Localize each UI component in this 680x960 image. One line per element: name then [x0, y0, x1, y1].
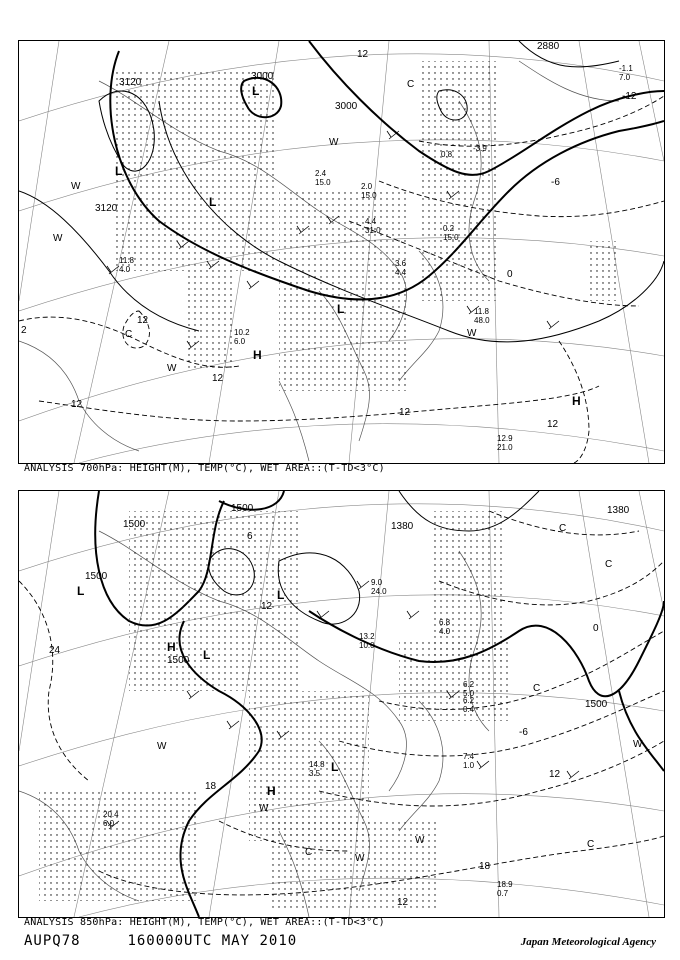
warm-label: W	[53, 233, 63, 244]
chart-code: AUPQ78	[24, 933, 81, 949]
cold-center: C	[533, 683, 541, 694]
height-label: 3120	[95, 203, 118, 214]
height-label: 1500	[231, 503, 254, 514]
chart-identifier	[24, 933, 297, 949]
obs-value: 14.8	[309, 760, 325, 769]
obs-value: 15.0	[443, 233, 459, 242]
obs-value: 7.0	[619, 73, 631, 82]
valid-datetime: 160000UTC MAY 2010	[127, 933, 298, 949]
obs-value: 6.2	[463, 680, 475, 689]
cold-center: C	[407, 79, 415, 90]
obs-value: 0.4	[463, 705, 475, 714]
height-label: 3120	[119, 77, 142, 88]
temp-label: 12	[357, 49, 369, 60]
height-label: 1500	[585, 699, 608, 710]
obs-value: 0.8	[441, 150, 453, 159]
temp-label: 18	[205, 781, 217, 792]
caption-850hpa: ANALYSIS 850hPa: HEIGHT(M), TEMP(°C), WET AREA::(T-TD<3°C)	[24, 917, 385, 928]
caption-700hpa: ANALYSIS 700hPa: HEIGHT(M), TEMP(°C), WET AREA::(T-TD<3°C)	[24, 463, 385, 474]
cold-center: C	[125, 329, 133, 340]
obs-value: 4.4	[395, 268, 407, 277]
height-label: 2880	[537, 41, 560, 52]
warm-label: W	[355, 853, 365, 864]
warm-label: W	[167, 363, 177, 374]
obs-value: 4.4	[365, 217, 377, 226]
obs-value: 15.0	[315, 178, 331, 187]
obs-value: 24.0	[371, 587, 387, 596]
warm-label: W	[157, 741, 167, 752]
low-center: L	[252, 84, 260, 98]
obs-value: 11.8	[474, 307, 489, 316]
map-700hpa	[19, 41, 664, 463]
obs-value: 12.9	[497, 434, 513, 443]
obs-value: 3.6	[395, 259, 407, 268]
obs-value: 48.0	[474, 316, 490, 325]
low-center: L	[203, 648, 211, 662]
agency-name: Japan Meteorological Agency	[520, 936, 656, 948]
cold-center: C	[305, 847, 313, 858]
obs-value: 4.0	[119, 265, 131, 274]
obs-value: -3.9	[473, 144, 487, 153]
temp-label: 6	[247, 531, 253, 542]
low-center: L	[331, 760, 339, 774]
cold-center: C	[559, 523, 567, 534]
obs-value: 31.0	[365, 226, 381, 235]
obs-value: 7.4	[463, 752, 475, 761]
temp-label: 2	[21, 325, 27, 336]
height-label: 1380	[391, 521, 414, 532]
obs-value: 20.4	[103, 810, 119, 819]
warm-label: W	[467, 328, 477, 339]
obs-value: 1.0	[463, 761, 475, 770]
obs-value: 5.0	[463, 689, 475, 698]
temp-label: 18	[479, 861, 491, 872]
temp-label: 12	[137, 315, 149, 326]
obs-value: 15.0	[361, 191, 377, 200]
temp-label: 12	[397, 897, 409, 908]
high-center: H	[267, 784, 276, 798]
height-label: 3000	[335, 101, 358, 112]
temp-label: -12	[622, 91, 637, 102]
height-label: 1500	[85, 571, 108, 582]
temp-label: 24	[49, 645, 61, 656]
low-center: L	[209, 195, 217, 209]
map-850hpa	[19, 491, 664, 917]
height-label: 3000	[251, 71, 274, 82]
obs-value: 0.7	[497, 889, 509, 898]
obs-value: 10.0	[359, 641, 375, 650]
obs-value: 0.2	[443, 224, 455, 233]
temp-label: -6	[519, 727, 528, 738]
obs-value: 6.0	[103, 819, 115, 828]
wet-areas	[39, 511, 509, 911]
temp-label: 0	[593, 623, 599, 634]
obs-value: 4.0	[439, 627, 451, 636]
low-center: L	[337, 302, 345, 316]
height-label: 1500	[123, 519, 146, 530]
temp-label: -6	[551, 177, 560, 188]
high-center: H	[253, 348, 262, 362]
obs-value: 13.2	[359, 632, 375, 641]
low-center: L	[115, 164, 123, 178]
obs-value: 2.4	[315, 169, 327, 178]
obs-value: 2.0	[361, 182, 373, 191]
obs-value: 6.0	[234, 337, 246, 346]
obs-value: 6.8	[439, 618, 451, 627]
temp-label: 12	[212, 373, 224, 384]
obs-value: 6.2	[463, 696, 475, 705]
temp-label: 12	[547, 419, 559, 430]
temp-label: 0	[507, 269, 513, 280]
temp-label: 12	[549, 769, 561, 780]
temp-label: 12	[399, 407, 411, 418]
obs-value: 10.2	[234, 328, 250, 337]
high-center: H	[167, 640, 176, 654]
cold-center: C	[587, 839, 595, 850]
height-label: 1380	[607, 505, 630, 516]
warm-label: W	[415, 835, 425, 846]
obs-value: 3.5	[309, 769, 321, 778]
obs-value: 18.9	[497, 880, 513, 889]
warm-label: W	[329, 137, 339, 148]
obs-value: -1.1	[619, 64, 633, 73]
temp-label: 12	[261, 601, 273, 612]
low-center: L	[277, 588, 285, 602]
temp-label: 12	[71, 399, 83, 410]
height-label: 1500	[167, 655, 190, 666]
analysis-850hpa-panel	[18, 490, 665, 918]
warm-label: W	[633, 739, 643, 750]
cold-center: C	[605, 559, 613, 570]
analysis-700hpa-panel	[18, 40, 665, 464]
low-center: L	[77, 584, 85, 598]
warm-label: W	[259, 803, 269, 814]
warm-label: W	[71, 181, 81, 192]
obs-value: 11.8	[119, 256, 134, 265]
high-center: H	[572, 394, 581, 408]
obs-value: 21.0	[497, 443, 513, 452]
obs-value: 9.0	[371, 578, 383, 587]
